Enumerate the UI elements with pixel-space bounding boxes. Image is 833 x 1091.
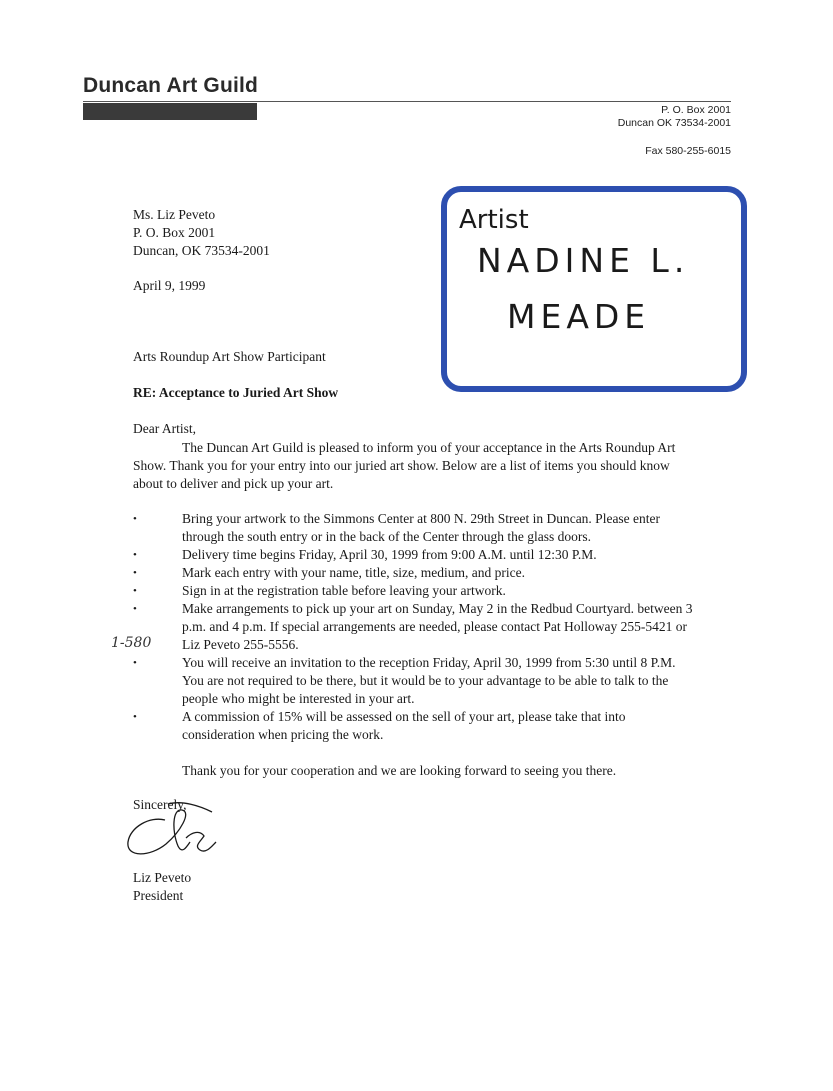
recipient-address	[133, 206, 270, 260]
list-item	[133, 582, 693, 600]
bullet-icon: •	[133, 657, 137, 669]
thanks-line: Thank you for your cooperation and we are looking forward to seeing you there.	[182, 763, 617, 778]
list-item	[133, 564, 693, 582]
participant-line: Arts Roundup Art Show Participant	[133, 349, 326, 364]
org-name: Duncan Art Guild	[83, 74, 259, 97]
stamp-name-line2: MEADE	[507, 297, 651, 336]
stamp-label: Artist	[459, 205, 529, 235]
list-item	[133, 510, 693, 546]
org-address-line: Duncan OK 73534-2001	[617, 117, 731, 129]
letterhead-bar	[83, 103, 257, 120]
recipient-line: Duncan, OK 73534-2001	[133, 243, 270, 258]
handwritten-signature	[120, 802, 230, 872]
salutation: Dear Artist,	[133, 421, 196, 436]
letter-date: April 9, 1999	[133, 278, 206, 293]
signatory	[133, 869, 191, 905]
list-item-text: You will receive an invitation to the reception Friday, April 30, 1999 from 5:30 until 8 P.M. You are not required to be there, but it would be to your advantage to be able to talk to the people who might be interested in your art.	[182, 655, 676, 706]
list-item	[133, 600, 693, 654]
bullet-icon: •	[133, 549, 137, 561]
letterhead-rule	[83, 101, 731, 102]
intro-paragraph: The Duncan Art Guild is pleased to inform you of your acceptance in the Arts Roundup Art Show. Thank you for your entry into our juried art show. Below are a list of items you should know about to deliver and pick up your art.	[133, 440, 676, 491]
stamp-name-line1: NADINE L.	[477, 241, 690, 280]
bullet-icon: •	[133, 711, 137, 723]
org-address	[618, 104, 731, 130]
recipient-line: P. O. Box 2001	[133, 225, 216, 240]
artist-stamp-handwriting	[441, 186, 747, 392]
bullet-icon: •	[133, 603, 137, 615]
list-item	[133, 708, 693, 744]
signatory-name: Liz Peveto	[133, 870, 192, 885]
list-item-text: Make arrangements to pick up your art on Sunday, May 2 in the Redbud Courtyard. between 3 p.m. and 4 p.m. If special arrangements are needed, please contact Pat Holloway 255-5421 or Liz Peveto 255-5556.	[182, 601, 693, 652]
org-fax: Fax 580-255-6015	[645, 145, 731, 157]
org-address-line: P. O. Box 2001	[661, 104, 731, 116]
list-item-text: Bring your artwork to the Simmons Center at 800 N. 29th Street in Duncan. Please enter through the south entry or in the back of the Center through the glass doors.	[182, 511, 661, 544]
recipient-line: Ms. Liz Peveto	[133, 207, 216, 222]
list-item-text: A commission of 15% will be assessed on the sell of your art, please take that into consideration when pricing the work.	[182, 709, 626, 742]
list-item-text: Delivery time begins Friday, April 30, 1999 from 9:00 A.M. until 12:30 P.M.	[182, 547, 597, 562]
subject-line: RE: Acceptance to Juried Art Show	[133, 385, 339, 400]
list-item-text: Sign in at the registration table before leaving your artwork.	[182, 583, 506, 598]
list-item	[133, 654, 693, 708]
bullet-icon: •	[133, 567, 137, 579]
list-item-text: Mark each entry with your name, title, size, medium, and price.	[182, 565, 526, 580]
bullet-icon: •	[133, 513, 137, 525]
instructions-list	[133, 510, 693, 744]
signatory-title: President	[133, 888, 184, 903]
closing: Sincerely,	[133, 797, 187, 812]
bullet-icon: •	[133, 585, 137, 597]
list-item	[133, 546, 693, 564]
handwritten-margin-note	[109, 627, 169, 657]
margin-note-text: 1-580	[111, 635, 152, 651]
